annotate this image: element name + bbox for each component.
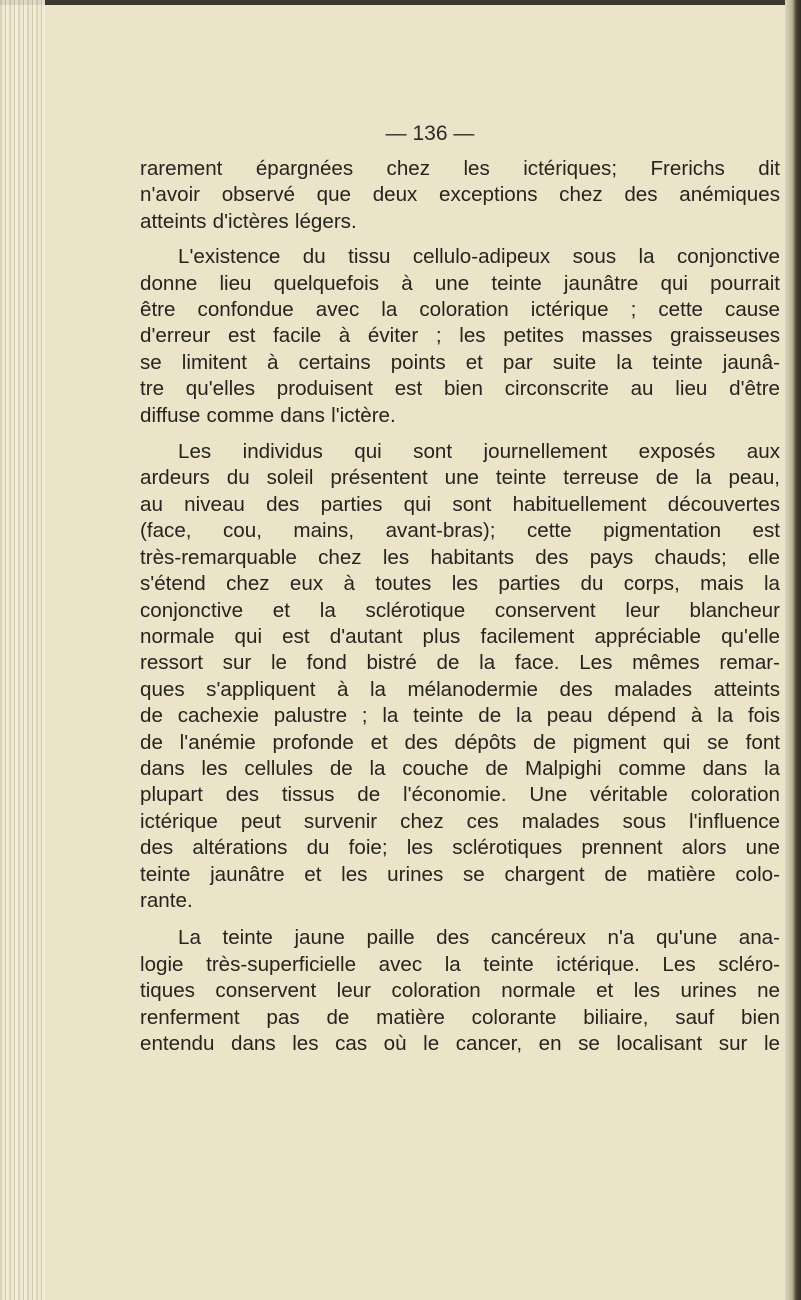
text-line: de cachexie palustre ; la teinte de la peau dépend à la fois <box>140 704 780 728</box>
page-right-edge <box>785 0 801 1300</box>
text-line: d'erreur est facile à éviter ; les petites masses graisseuses <box>140 324 780 348</box>
text-line: ressort sur le fond bistré de la face. Les mêmes remar- <box>140 651 780 675</box>
text-line: normale qui est d'autant plus facilement appréciable qu'elle <box>140 624 780 648</box>
text-line: atteints d'ictères légers. <box>140 209 357 233</box>
body-text <box>140 156 780 1057</box>
text-line: rarement épargnées chez les ictériques; Frerichs dit <box>140 157 780 180</box>
text-line: dans les cellules de la couche de Malpighi comme dans la <box>140 756 780 780</box>
text-line: L'existence du tissu cellulo-adipeux sous la conjonctive <box>178 245 780 269</box>
text-line: des altérations du foie; les sclérotiques prennent alors une <box>140 836 780 860</box>
text-line: de l'anémie profonde et des dépôts de pigment qui se font <box>140 730 780 754</box>
text-line: teinte jaunâtre et les urines se chargent de matière colo- <box>140 862 780 886</box>
text-line: donne lieu quelquefois à une teinte jaunâtre qui pourrait <box>140 271 780 295</box>
text-line: conjonctive et la sclérotique conservent leur blancheur <box>140 598 780 622</box>
paragraph-1 <box>140 156 780 235</box>
text-line: n'avoir observé que deux exceptions chez des anémiques <box>140 183 780 207</box>
text-line: tiques conservent leur coloration normale et les urines ne <box>140 979 780 1003</box>
text-line: rante. <box>140 888 193 912</box>
text-line: diffuse comme dans l'ictère. <box>140 403 396 427</box>
text-line: tre qu'elles produisent est bien circonscrite au lieu d'être <box>140 377 780 401</box>
text-line: s'étend chez eux à toutes les parties du corps, mais la <box>140 572 780 596</box>
page-binding-edge <box>0 0 45 1300</box>
top-rule <box>0 0 801 5</box>
text-line: se limitent à certains points et par suite la teinte jaunâ- <box>140 350 780 374</box>
text-line: ardeurs du soleil présentent une teinte terreuse de la peau, <box>140 466 780 490</box>
paragraph-2 <box>140 244 780 429</box>
text-line: La teinte jaune paille des cancéreux n'a qu'une ana- <box>178 926 780 950</box>
text-line: au niveau des parties qui sont habituellement découvertes <box>140 492 780 516</box>
text-line: Les individus qui sont journellement exposés aux <box>178 440 780 464</box>
page-number: — 136 — <box>385 122 475 145</box>
text-line: ictérique peut survenir chez ces malades sous l'influence <box>140 809 780 833</box>
text-line: être confondue avec la coloration ictérique ; cette cause <box>140 298 780 322</box>
text-line: renferment pas de matière colorante biliaire, sauf bien <box>140 1005 780 1029</box>
paragraph-4 <box>140 925 780 1057</box>
text-line: (face, cou, mains, avant-bras); cette pigmentation est <box>140 519 780 543</box>
text-line: plupart des tissus de l'économie. Une véritable coloration <box>140 783 780 807</box>
text-line: très-remarquable chez les habitants des pays chauds; elle <box>140 545 780 569</box>
text-line: ques s'appliquent à la mélanodermie des malades atteints <box>140 677 780 701</box>
text-line: logie très-superficielle avec la teinte ictérique. Les scléro- <box>140 952 780 976</box>
text-line: entendu dans les cas où le cancer, en se localisant sur le <box>140 1032 780 1055</box>
paragraph-3 <box>140 439 780 914</box>
